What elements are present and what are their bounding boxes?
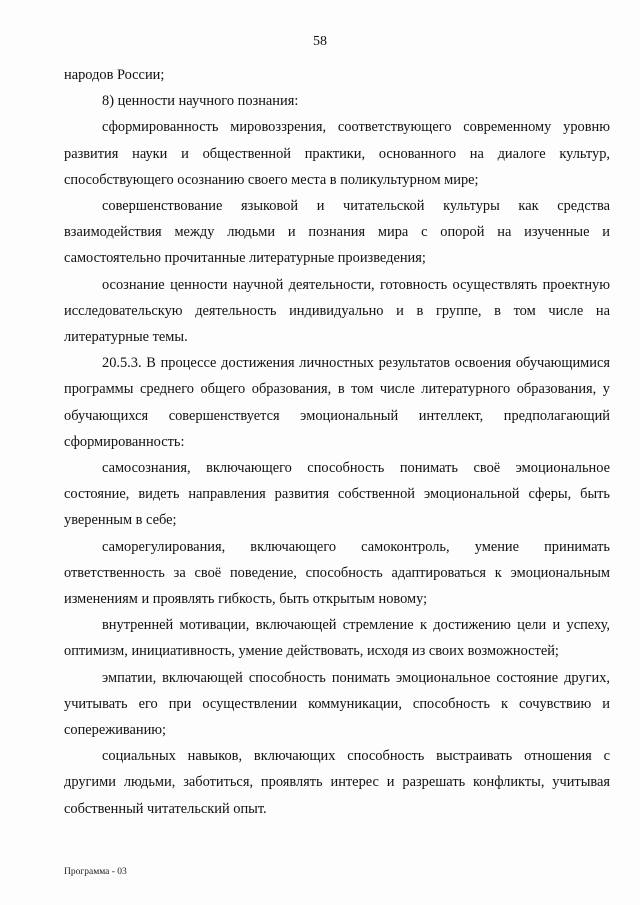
footer-label: Программа - 03 xyxy=(64,867,127,877)
paragraph-10: эмпатии, включающей способность понимать эмоциональное состояние других, учитывать его при осуществлении коммуникации, способность к сочувствию и сопереживанию; xyxy=(64,669,610,739)
paragraph-8: саморегулирования, включающего самоконтроль, умение принимать ответственность за своё поведение, способность адаптироваться к эмоциональным изменениям и проявлять гибкость, быть открытым новому; xyxy=(64,538,610,608)
paragraph-3: сформированность мировоззрения, соответствующего современному уровню развития науки и общественной практики, основанного на диалоге культур, способствующего осознанию своего места в поликультурном мире; xyxy=(64,119,610,188)
paragraph-4: совершенствование языковой и читательской культуры как средства взаимодействия между людьми и познания мира с опорой на изученные и самостоятельно прочитанные литературные произведения; xyxy=(64,198,610,267)
page-number: 58 xyxy=(313,34,327,49)
paragraph-6: 20.5.3. В процессе достижения личностных результатов освоения обучающимися программы среднего общего образования, в том числе литературного образования, у обучающихся совершенствуется эмоциональный интеллект, предполагающий сформированность: xyxy=(64,355,610,450)
document-body xyxy=(64,62,610,822)
paragraph-11: социальных навыков, включающих способность выстраивать отношения с другими людьми, заботиться, проявлять интерес и разрешать конфликты, учитывая собственный читательский опыт. xyxy=(64,748,610,817)
paragraph-5: осознание ценности научной деятельности, готовность осуществлять проектную исследовательскую деятельность индивидуально и в группе, в том числе на литературные темы. xyxy=(64,276,610,346)
paragraph-9: внутренней мотивации, включающей стремление к достижению цели и успеху, оптимизм, инициативность, умение действовать, исходя из своих возможностей; xyxy=(64,617,610,660)
paragraph-7: самосознания, включающего способность понимать своё эмоциональное состояние, видеть направления развития собственной эмоциональной сферы, быть уверенным в себе; xyxy=(64,460,610,529)
paragraph-1: народов России; xyxy=(64,67,165,83)
paragraph-2: 8) ценности научного познания: xyxy=(102,93,299,110)
